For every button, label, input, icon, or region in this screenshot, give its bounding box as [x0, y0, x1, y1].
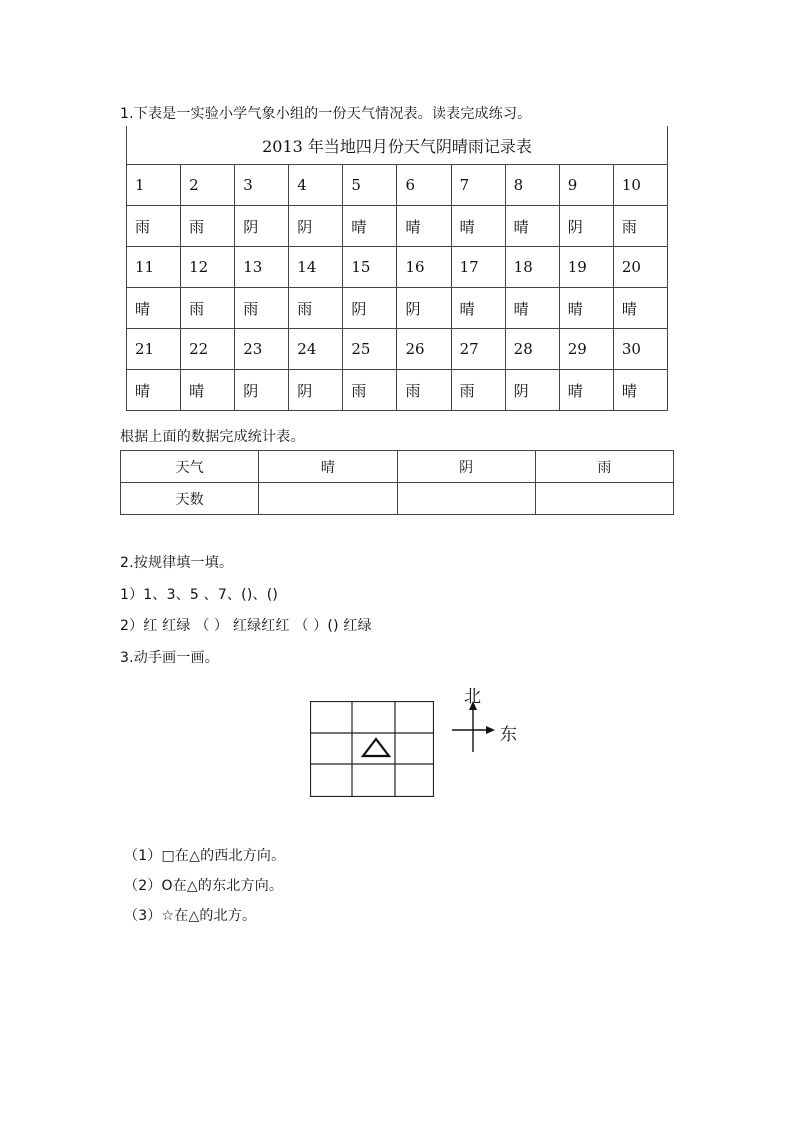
date-cell: 30	[613, 329, 667, 370]
date-cell: 12	[181, 247, 235, 288]
date-cell: 9	[559, 165, 613, 206]
date-cell: 11	[127, 247, 181, 288]
q3-title: 3.动手画一画。	[120, 650, 219, 666]
date-row	[127, 247, 668, 288]
stats-days-row	[121, 483, 674, 515]
weather-cell: 阴	[289, 206, 343, 247]
date-cell: 6	[397, 165, 451, 206]
weather-cell: 雨	[235, 288, 289, 329]
compass-north-label: 北	[464, 687, 481, 707]
weather-cell: 晴	[559, 370, 613, 411]
date-cell: 27	[451, 329, 505, 370]
date-cell: 24	[289, 329, 343, 370]
date-cell: 17	[451, 247, 505, 288]
stats-header-weather: 天气	[121, 451, 259, 483]
date-row	[127, 165, 668, 206]
weather-cell: 晴	[451, 206, 505, 247]
weather-cell: 雨	[343, 370, 397, 411]
weather-cell: 晴	[343, 206, 397, 247]
date-cell: 22	[181, 329, 235, 370]
drawing-grid[interactable]	[310, 701, 434, 797]
stats-days-cloudy-cell[interactable]	[397, 483, 535, 515]
weather-table-title: 2013 年当地四月份天气阴晴雨记录表	[127, 126, 668, 165]
weather-cell: 晴	[505, 288, 559, 329]
weather-cell: 阴	[235, 370, 289, 411]
q3-item-1: （1）□在△的西北方向。	[124, 848, 286, 864]
weather-cell: 雨	[451, 370, 505, 411]
weather-row	[127, 288, 668, 329]
date-cell: 21	[127, 329, 181, 370]
triangle-icon	[363, 739, 389, 756]
date-cell: 14	[289, 247, 343, 288]
weather-cell: 晴	[505, 206, 559, 247]
stats-days-sunny-cell[interactable]	[259, 483, 397, 515]
weather-row	[127, 206, 668, 247]
date-cell: 18	[505, 247, 559, 288]
q1-intro: 1.下表是一实验小学气象小组的一份天气情况表。读表完成练习。	[120, 106, 532, 122]
date-cell: 26	[397, 329, 451, 370]
stats-header-rain: 雨	[535, 451, 673, 483]
weather-cell: 阴	[559, 206, 613, 247]
weather-cell: 阴	[289, 370, 343, 411]
date-cell: 13	[235, 247, 289, 288]
date-cell: 15	[343, 247, 397, 288]
weather-stats-table	[120, 450, 674, 515]
weather-cell: 阴	[235, 206, 289, 247]
weather-cell: 晴	[559, 288, 613, 329]
weather-cell: 晴	[127, 288, 181, 329]
weather-cell: 晴	[451, 288, 505, 329]
weather-cell: 雨	[181, 206, 235, 247]
weather-row	[127, 370, 668, 411]
weather-cell: 雨	[613, 206, 667, 247]
q2-line2: 2）红 红绿 （ ） 红绿红红 （ ）() 红绿	[120, 618, 372, 634]
weather-cell: 晴	[613, 288, 667, 329]
q3-item-2: （2）O在△的东北方向。	[124, 878, 284, 894]
weather-cell: 阴	[397, 288, 451, 329]
compass	[450, 682, 540, 762]
stats-days-label: 天数	[121, 483, 259, 515]
q2-title: 2.按规律填一填。	[120, 555, 234, 571]
weather-cell: 雨	[127, 206, 181, 247]
date-cell: 19	[559, 247, 613, 288]
date-cell: 28	[505, 329, 559, 370]
weather-cell: 雨	[397, 370, 451, 411]
date-cell: 8	[505, 165, 559, 206]
q2-line1: 1）1、3、5 、7、()、()	[120, 587, 279, 603]
weather-cell: 阴	[343, 288, 397, 329]
stats-days-rain-cell[interactable]	[535, 483, 673, 515]
weather-cell: 晴	[181, 370, 235, 411]
date-cell: 25	[343, 329, 397, 370]
date-cell: 7	[451, 165, 505, 206]
weather-cell: 雨	[181, 288, 235, 329]
drawing-grid-svg	[310, 701, 434, 797]
weather-cell: 雨	[289, 288, 343, 329]
stats-header-row	[121, 451, 674, 483]
weather-cell: 晴	[127, 370, 181, 411]
date-cell: 20	[613, 247, 667, 288]
date-cell: 16	[397, 247, 451, 288]
compass-east-label: 东	[500, 725, 517, 745]
weather-record-table	[126, 126, 668, 411]
date-row	[127, 329, 668, 370]
weather-cell: 阴	[505, 370, 559, 411]
date-cell: 5	[343, 165, 397, 206]
weather-cell: 晴	[397, 206, 451, 247]
date-cell: 23	[235, 329, 289, 370]
stats-header-sunny: 晴	[259, 451, 397, 483]
date-cell: 4	[289, 165, 343, 206]
date-cell: 29	[559, 329, 613, 370]
weather-cell: 晴	[613, 370, 667, 411]
stats-header-cloudy: 阴	[397, 451, 535, 483]
q3-item-3: （3）☆在△的北方。	[124, 908, 257, 924]
date-cell: 10	[613, 165, 667, 206]
date-cell: 2	[181, 165, 235, 206]
date-cell: 3	[235, 165, 289, 206]
stats-intro: 根据上面的数据完成统计表。	[120, 429, 305, 445]
date-cell: 1	[127, 165, 181, 206]
